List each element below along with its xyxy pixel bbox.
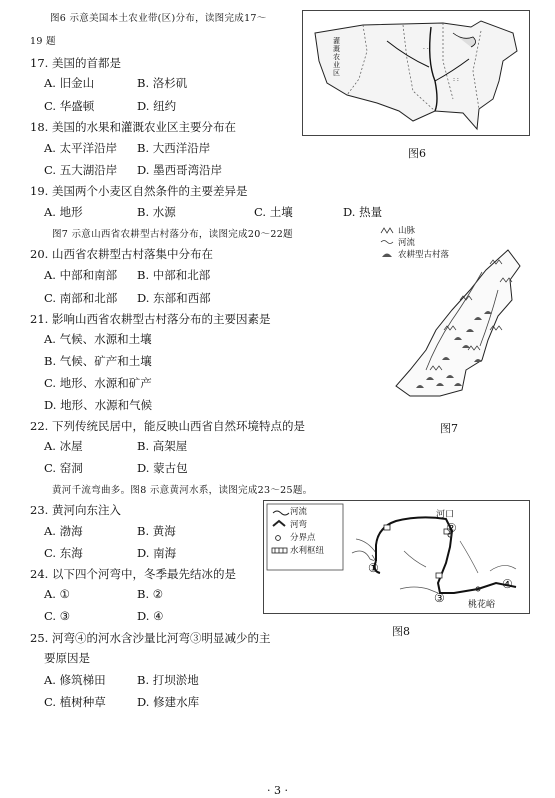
fig7-legend-river-label: 河流 (398, 238, 416, 248)
page-number: · 3 · (267, 784, 288, 797)
fig7-legend-village-label: 农耕型古村落 (398, 250, 450, 260)
q23-option-a[interactable]: A. 渤海 (44, 524, 83, 538)
q17-stem: 17. 美国的首都是 (30, 56, 121, 70)
q21-option-b[interactable]: B. 气候、矿产和土壤 (44, 354, 152, 368)
fig8-legend-river: 河流 (290, 507, 308, 517)
q18-option-c[interactable]: C. 五大湖沿岸 (44, 163, 118, 177)
q19-option-c[interactable]: C. 土壤 (254, 205, 293, 219)
q24-option-a[interactable]: A. ① (44, 587, 70, 601)
q24-option-b[interactable]: B. ② (137, 587, 164, 601)
q23-option-c[interactable]: C. 东海 (44, 546, 83, 560)
q20-option-a[interactable]: A. 中部和南部 (44, 268, 118, 282)
figure-6-map (302, 10, 530, 136)
q17-option-c[interactable]: C. 华盛顿 (44, 99, 95, 113)
q21-option-a[interactable]: A. 气候、水源和土壤 (44, 332, 152, 346)
intro-fig8: 黄河千流弯曲多。图8 示意黄河水系，读图完成23～25题。 (52, 485, 313, 496)
svg-text:· ·: · · (423, 46, 429, 53)
q21-option-d[interactable]: D. 地形、水源和气候 (44, 398, 153, 412)
q23-option-b[interactable]: B. 黄海 (137, 524, 176, 538)
figure-7-map (370, 220, 530, 410)
q25-stem-line2: 要原因是 (44, 651, 90, 665)
fig8-place-taohuayu: 桃花峪 (468, 600, 496, 610)
fig8-mark-4: ④ (502, 577, 513, 591)
q23-option-d[interactable]: D. 南海 (137, 546, 177, 560)
q17-option-b[interactable]: B. 洛杉矶 (137, 76, 188, 90)
svg-text:: :: : : (453, 76, 459, 83)
fig8-legend-bend: 河弯 (290, 520, 308, 530)
q25-option-c[interactable]: C. 植树种草 (44, 695, 106, 709)
q22-stem: 22. 下列传统民居中，能反映山西省自然环境特点的是 (30, 419, 305, 433)
q18-option-d[interactable]: D. 墨西哥湾沿岸 (137, 163, 223, 177)
figure-8-caption: 图8 (392, 625, 410, 638)
q24-option-d[interactable]: D. ④ (137, 609, 164, 623)
q25-option-a[interactable]: A. 修筑梯田 (44, 673, 106, 687)
q22-option-d[interactable]: D. 蒙古包 (137, 461, 188, 475)
q18-option-a[interactable]: A. 太平洋沿岸 (44, 141, 118, 155)
q18-stem: 18. 美国的水果和灌溉农业区主要分布在 (30, 120, 236, 134)
q21-option-c[interactable]: C. 地形、水源和矿产 (44, 376, 152, 390)
q25-option-d[interactable]: D. 修建水库 (137, 695, 200, 709)
q22-option-c[interactable]: C. 窑洞 (44, 461, 83, 475)
figure-7-caption: 图7 (440, 422, 458, 435)
intro-fig7: 图7 示意山西省农耕型古村落分布，读图完成20～22题 (52, 229, 293, 240)
fig8-legend-boundary-point: 分界点 (290, 533, 316, 543)
q20-option-d[interactable]: D. 东部和西部 (137, 291, 211, 305)
fig8-mark-1: ① (368, 561, 379, 575)
figure-6-caption: 图6 (408, 147, 426, 160)
fig8-mark-3: ③ (434, 591, 445, 605)
q24-stem: 24. 以下四个河弯中，冬季最先结冰的是 (30, 567, 236, 581)
q23-stem: 23. 黄河向东注入 (30, 503, 121, 517)
q22-option-b[interactable]: B. 高架屋 (137, 439, 188, 453)
q24-option-c[interactable]: C. ③ (44, 609, 71, 623)
fig8-mark-2: ② (446, 521, 457, 535)
q17-option-d[interactable]: D. 纽约 (137, 99, 177, 113)
q20-stem: 20. 山西省农耕型古村落集中分布在 (30, 247, 213, 261)
fig7-legend-mountain-label: 山脉 (398, 226, 416, 236)
q19-option-a[interactable]: A. 地形 (44, 205, 83, 219)
fig8-place-hekou: 河口 (436, 510, 455, 520)
q18-option-b[interactable]: B. 大西洋沿岸 (137, 141, 211, 155)
q21-stem: 21. 影响山西省农耕型古村落分布的主要因素是 (30, 312, 271, 326)
intro-fig6-cont: 19 题 (30, 36, 56, 47)
q20-option-b[interactable]: B. 中部和北部 (137, 268, 211, 282)
q17-option-a[interactable]: A. 旧金山 (44, 76, 95, 90)
q19-option-b[interactable]: B. 水源 (137, 205, 176, 219)
q25-option-b[interactable]: B. 打坝淤地 (137, 673, 199, 687)
q22-option-a[interactable]: A. 冰屋 (44, 439, 83, 453)
figure-8-map (263, 500, 530, 614)
q19-option-d[interactable]: D. 热量 (343, 205, 383, 219)
intro-fig6: 图6 示意美国本土农业带(区)分布，读图完成17～ (50, 13, 267, 24)
q25-stem-line1: 25. 河弯④的河水含沙量比河弯③明显减少的主 (30, 631, 271, 645)
fig6-region-label: 灌溉农业区 (333, 37, 340, 77)
q20-option-c[interactable]: C. 南部和北部 (44, 291, 118, 305)
q19-stem: 19. 美国两个小麦区自然条件的主要差异是 (30, 184, 248, 198)
fig8-legend-hydro-hub: 水利枢纽 (290, 546, 325, 556)
